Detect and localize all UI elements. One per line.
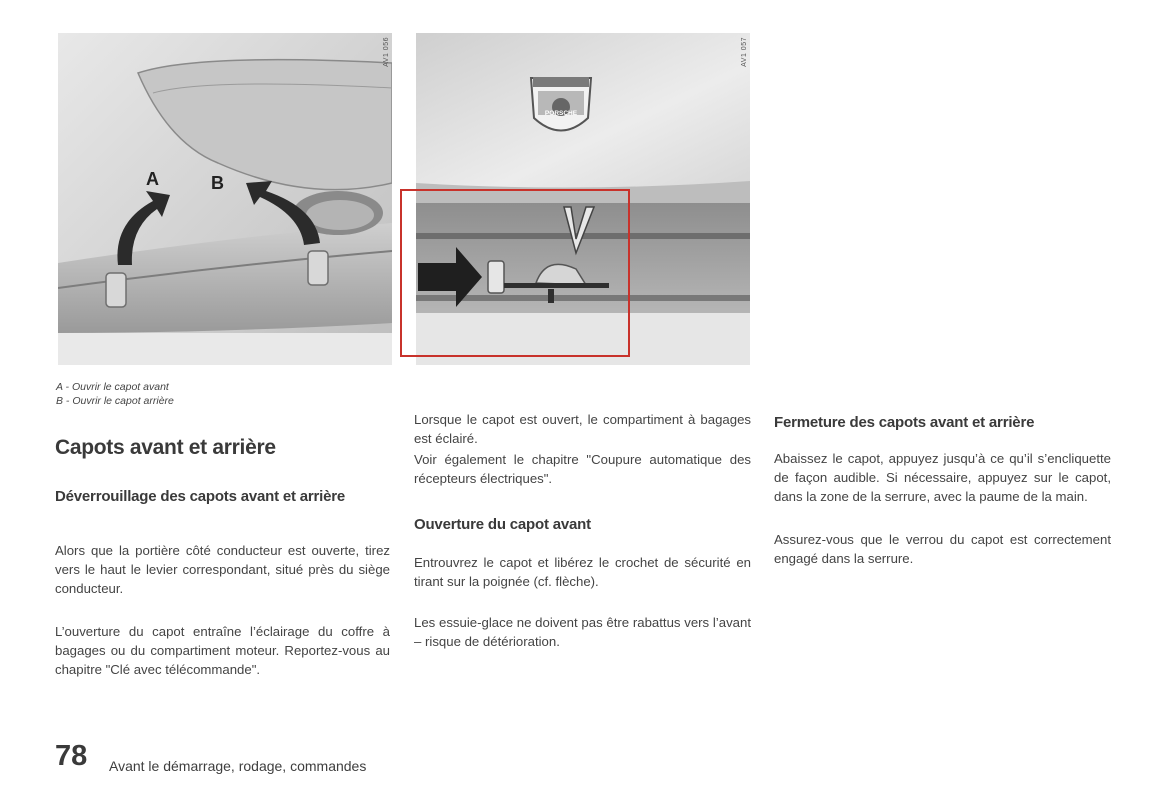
section-paragraph-2: L’ouverture du capot entraîne l’éclairage du coffre à bagages ou du compartiment moteur. Reportez-vous au chapitre "Clé avec télécommande". (55, 624, 390, 677)
label-b: B (211, 173, 224, 193)
highlight-box (400, 189, 630, 357)
running-title: Avant le démarrage, rodage, commandes (109, 758, 367, 774)
middle-paragraph-2: Les essuie-glace ne doivent pas être rabattus vers l’avant – risque de détérioration. (414, 615, 751, 649)
middle-intro-1: Lorsque le capot est ouvert, le compartiment à bagages est éclairé. (414, 412, 751, 446)
section-paragraph-1: Alors que la portière côté conducteur est ouverte, tirez vers le haut le levier correspondant, situé près du siège conducteur. (55, 543, 390, 596)
page-number: 78 (55, 740, 88, 772)
figure-code: AV1 056 (383, 37, 390, 67)
middle-heading: Ouverture du capot avant (414, 516, 591, 533)
lever-illustration (58, 33, 392, 365)
right-heading: Fermeture des capots avant et arrière (774, 414, 1035, 431)
label-a: A (146, 169, 159, 189)
middle-intro-2: Voir également le chapitre "Coupure automatique des récepteurs électriques". (414, 452, 751, 486)
caption-a: A - Ouvrir le capot avant (56, 381, 169, 393)
section-subtitle: Déverrouillage des capots avant et arrière (55, 488, 346, 505)
right-paragraph-2: Assurez-vous que le verrou du capot est correctement engagé dans la serrure. (774, 532, 1111, 566)
crest-text: PORSCHE (544, 110, 578, 117)
section-title: Capots avant et arrière (55, 436, 276, 459)
caption-b: B - Ouvrir le capot arrière (56, 395, 174, 407)
right-paragraph-1: Abaissez le capot, appuyez jusqu’à ce qu’il s’encliquette de façon audible. Si nécessaire, appuyez sur le capot, dans la zone de la serrure, avec la paume de la main. (774, 451, 1111, 504)
figure-code: AV1 057 (741, 37, 748, 67)
porsche-crest-icon (531, 77, 591, 131)
figure-hood-release-levers (58, 33, 392, 365)
figure-caption (56, 380, 386, 408)
middle-paragraph-1: Entrouvrez le capot et libérez le crochet de sécurité en tirant sur la poignée (cf. flèche). (414, 555, 751, 589)
